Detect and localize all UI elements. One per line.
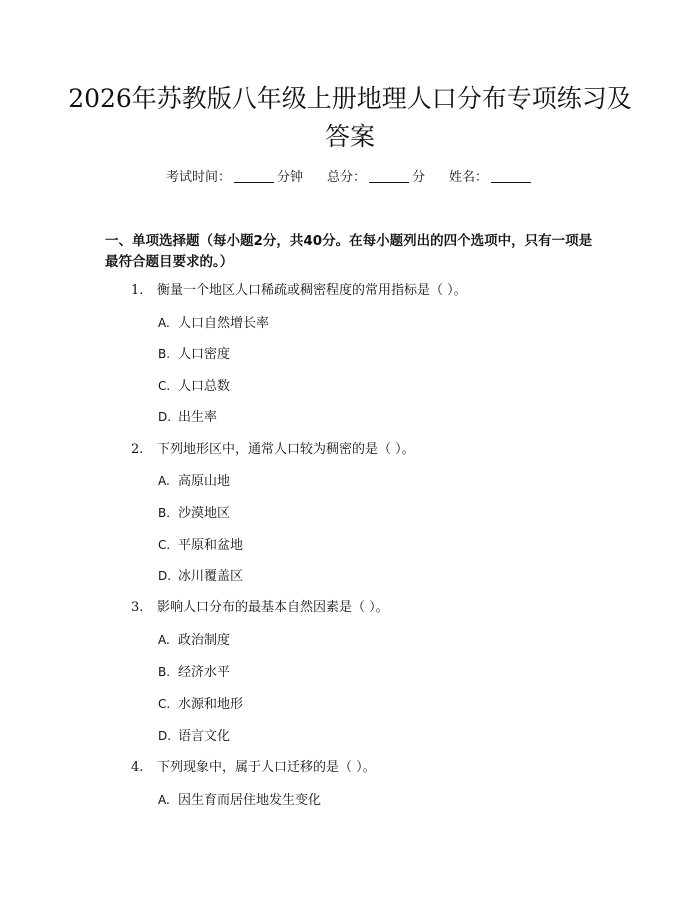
question-2 — [131, 441, 415, 459]
question-2-option-d — [158, 567, 243, 586]
question-3-option-b — [158, 663, 230, 682]
question-3-option-c — [158, 695, 243, 714]
total-score-field — [327, 170, 425, 185]
document-title: 2026年苏教版八年级上册地理人口分布专项练习及答案 — [68, 84, 632, 151]
option-label: C. — [158, 538, 171, 552]
option-text: 高原山地 — [178, 474, 231, 489]
question-number: 1. — [131, 283, 144, 298]
option-label: A. — [158, 474, 170, 488]
option-text: 出生率 — [178, 410, 218, 425]
total-score-unit: 分 — [412, 170, 426, 185]
option-text: 冰川覆盖区 — [178, 569, 244, 584]
question-2-option-b — [158, 504, 230, 523]
question-3-option-a — [158, 631, 230, 650]
option-text: 人口自然增长率 — [178, 316, 270, 331]
question-1 — [131, 282, 467, 300]
option-label: B. — [158, 506, 171, 520]
question-3 — [131, 599, 389, 617]
student-name-blank — [491, 168, 531, 183]
option-label: D. — [158, 410, 172, 424]
student-name-field — [449, 170, 534, 185]
question-number: 4. — [131, 760, 144, 775]
question-1-option-d — [158, 408, 217, 427]
option-label: B. — [158, 347, 171, 361]
question-number: 3. — [131, 600, 144, 615]
question-3-option-d — [158, 727, 230, 746]
question-number: 2. — [131, 442, 144, 457]
option-text: 语言文化 — [178, 729, 231, 744]
student-name-label: 姓名： — [449, 170, 489, 185]
total-score-blank — [369, 168, 409, 183]
option-label: C. — [158, 379, 171, 393]
option-text: 沙漠地区 — [178, 506, 231, 521]
question-text: 下列现象中，属于人口迁移的是（ ）。 — [157, 760, 376, 775]
question-1-option-b — [158, 345, 230, 364]
option-text: 经济水平 — [178, 665, 231, 680]
question-4 — [131, 759, 376, 777]
option-text: 水源和地形 — [178, 697, 244, 712]
exam-time-label: 考试时间： — [165, 170, 231, 185]
total-score-label: 总分： — [326, 170, 366, 185]
question-1-option-a — [158, 314, 269, 333]
option-label: D. — [158, 729, 172, 743]
option-text: 政治制度 — [178, 633, 231, 648]
option-text: 因生育而居住地发生变化 — [178, 793, 322, 808]
exam-time-blank — [234, 168, 274, 183]
option-label: A. — [158, 633, 170, 647]
question-2-option-c — [158, 536, 243, 555]
option-label: B. — [158, 665, 171, 679]
exam-time-unit: 分钟 — [276, 170, 303, 185]
option-label: C. — [158, 697, 171, 711]
option-text: 人口密度 — [178, 347, 231, 362]
section-heading: 一、单项选择题（每小题2分，共40分。在每小题列出的四个选项中，只有一项是最符合题目要求的。） — [105, 233, 593, 270]
question-text: 影响人口分布的最基本自然因素是（ ）。 — [157, 600, 389, 615]
option-label: A. — [158, 316, 170, 330]
question-text: 衡量一个地区人口稀疏或稠密程度的常用指标是（ ）。 — [157, 283, 467, 298]
question-2-option-a — [158, 472, 230, 491]
exam-info-line — [0, 168, 700, 188]
option-text: 人口总数 — [178, 379, 231, 394]
option-label: A. — [158, 793, 170, 807]
question-1-option-c — [158, 377, 230, 396]
question-4-option-a — [158, 791, 321, 810]
option-text: 平原和盆地 — [178, 538, 244, 553]
question-text: 下列地形区中，通常人口较为稠密的是（ ）。 — [157, 442, 415, 457]
exam-time-field — [166, 170, 303, 185]
option-label: D. — [158, 569, 172, 583]
